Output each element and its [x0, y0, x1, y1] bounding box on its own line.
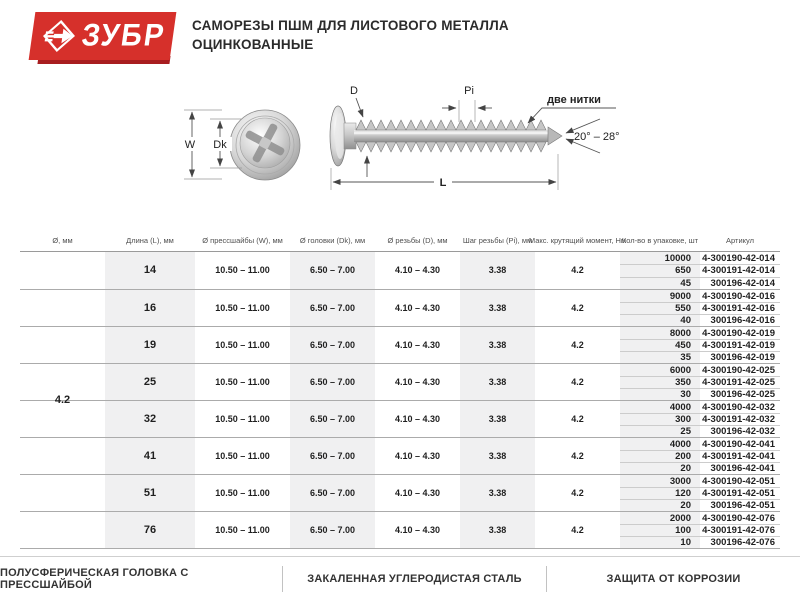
logo-banner: [29, 12, 177, 60]
sku-cell: 4-300190-42-051: [702, 475, 775, 487]
table-row-group: [20, 289, 780, 326]
head-diameter-cell: 6.50 – 7.00: [290, 290, 375, 326]
pack-qty-cell: 650: [620, 264, 700, 276]
column-header: Ø резьбы (D), мм: [387, 236, 448, 245]
sku-cell: 4-300191-42-014: [700, 264, 780, 276]
thread-pitch-cell: 3.38: [460, 252, 535, 289]
head-diameter-cell: 6.50 – 7.00: [290, 438, 375, 474]
thread-diameter-cell: 4.10 – 4.30: [394, 451, 441, 461]
feature-head-type: ПОЛУСФЕРИЧЕСКАЯ ГОЛОВКА С ПРЕССШАЙБОЙ: [0, 567, 189, 591]
sku-cell: 4-300190-42-076: [702, 512, 775, 524]
pack-qty-cell: 120: [620, 487, 700, 499]
table-row-group: [20, 326, 780, 363]
pack-qty-cell: 6000: [620, 364, 700, 376]
column-header: Кол-во в упаковке, шт: [621, 236, 699, 245]
thread-pitch-cell: 3.38: [460, 364, 535, 400]
dim-label-dk: Dk: [213, 139, 227, 151]
sku-cell: 4-300190-42-041: [702, 438, 775, 450]
head-diameter-cell: 6.50 – 7.00: [290, 364, 375, 400]
dim-label-pi: Pi: [464, 85, 474, 97]
table-header-row: [20, 230, 780, 252]
sku-cell: 4-300191-42-016: [700, 302, 780, 314]
pack-qty-cell: 2000: [620, 512, 700, 524]
title-line-1: САМОРЕЗЫ ПШМ ДЛЯ ЛИСТОВОГО МЕТАЛЛА: [192, 18, 509, 33]
two-threads-label: две нитки: [547, 94, 601, 106]
sku-cell: 4-300191-42-019: [700, 339, 780, 351]
page-title: [192, 16, 509, 54]
sku-cell: 300196-42-032: [700, 425, 780, 437]
sku-cell: 300196-42-019: [700, 351, 780, 363]
pack-qty-cell: 300: [620, 413, 700, 425]
thread-diameter-cell: 4.10 – 4.30: [394, 525, 441, 535]
sku-cell: 4-300191-42-025: [700, 376, 780, 388]
washer-diameter-cell: 10.50 – 11.00: [215, 414, 270, 424]
sku-cell: 4-300190-42-025: [702, 364, 775, 376]
sku-cell: 300196-42-051: [700, 499, 780, 511]
pack-qty-cell: 9000: [620, 290, 700, 302]
column-header: Ø, мм: [52, 236, 73, 245]
pack-qty-cell: 100: [620, 524, 700, 536]
sku-cell: 300196-42-076: [700, 536, 780, 548]
sku-cell: 4-300191-42-041: [700, 450, 780, 462]
thread-diameter-cell: 4.10 – 4.30: [394, 414, 441, 424]
thread-pitch-cell: 3.38: [460, 438, 535, 474]
length-cell: 76: [105, 512, 195, 548]
dim-label-l: L: [439, 177, 447, 189]
table-body: [20, 252, 780, 549]
feature-corrosion: ЗАЩИТА ОТ КОРРОЗИИ: [606, 573, 741, 585]
screw-head-view: [182, 110, 300, 180]
sku-cell: 4-300190-42-019: [702, 327, 775, 339]
washer-diameter-cell: 10.50 – 11.00: [215, 451, 270, 461]
pack-qty-cell: 20: [620, 462, 700, 474]
pack-qty-cell: 4000: [620, 438, 700, 450]
thread-diameter-cell: 4.10 – 4.30: [394, 303, 441, 313]
table-row-group: [20, 474, 780, 511]
washer-diameter-cell: 10.50 – 11.00: [215, 488, 270, 498]
zubr-arrow-icon: [40, 19, 79, 53]
pack-qty-cell: 350: [620, 376, 700, 388]
column-header: Макс. крутящий момент, Нм: [528, 236, 627, 245]
table-row-group: [20, 437, 780, 474]
length-cell: 16: [105, 290, 195, 326]
sku-cell: 4-300190-42-016: [702, 290, 775, 302]
sku-cell: 4-300190-42-032: [702, 401, 775, 413]
thread-diameter-cell: 4.10 – 4.30: [394, 488, 441, 498]
table-row-group: [20, 511, 780, 548]
washer-diameter-cell: 10.50 – 11.00: [215, 525, 270, 535]
pack-qty-cell: 25: [620, 425, 700, 437]
sku-cell: 300196-42-014: [700, 277, 780, 289]
pack-qty-cell: 4000: [620, 401, 700, 413]
head-diameter-cell: 6.50 – 7.00: [290, 327, 375, 363]
length-cell: 32: [105, 401, 195, 437]
pack-qty-cell: 8000: [620, 327, 700, 339]
washer-diameter-cell: 10.50 – 11.00: [215, 303, 270, 313]
length-cell: 25: [105, 364, 195, 400]
length-cell: 14: [105, 252, 195, 289]
thread-diameter-cell: 4.10 – 4.30: [394, 265, 441, 276]
column-header: Ø прессшайбы (W), мм: [202, 236, 283, 245]
torque-cell: 4.2: [571, 414, 584, 424]
torque-cell: 4.2: [571, 303, 584, 313]
column-header: Ø головки (Dk), мм: [299, 236, 366, 245]
thread-pitch-cell: 3.38: [460, 475, 535, 511]
pack-qty-cell: 40: [620, 314, 700, 326]
tip-angle-label: 20° – 28°: [574, 131, 620, 143]
column-header: Шаг резьбы (Pi), мм: [462, 236, 533, 245]
zubr-logo: [30, 12, 175, 62]
sku-cell: 300196-42-025: [700, 388, 780, 400]
pack-qty-cell: 3000: [620, 475, 700, 487]
torque-cell: 4.2: [571, 377, 584, 387]
washer-diameter-cell: 10.50 – 11.00: [215, 340, 270, 350]
thread-diameter-cell: 4.10 – 4.30: [394, 377, 441, 387]
column-header: Артикул: [726, 236, 754, 245]
torque-cell: 4.2: [571, 451, 584, 461]
pack-qty-cell: 20: [620, 499, 700, 511]
torque-cell: 4.2: [571, 265, 584, 276]
length-cell: 41: [105, 438, 195, 474]
length-cell: 19: [105, 327, 195, 363]
column-header: Длина (L), мм: [126, 236, 174, 245]
head-diameter-cell: 6.50 – 7.00: [290, 252, 375, 289]
sku-cell: 300196-42-041: [700, 462, 780, 474]
diameter-cell: 4.2: [54, 394, 71, 406]
head-diameter-cell: 6.50 – 7.00: [290, 401, 375, 437]
pack-qty-cell: 10000: [620, 252, 700, 264]
pack-qty-cell: 550: [620, 302, 700, 314]
torque-cell: 4.2: [571, 488, 584, 498]
length-cell: 51: [105, 475, 195, 511]
sku-cell: 4-300191-42-076: [700, 524, 780, 536]
screw-side-view: [330, 85, 620, 190]
thread-pitch-cell: 3.38: [460, 290, 535, 326]
dim-label-d: D: [350, 85, 358, 97]
sku-cell: 300196-42-016: [700, 314, 780, 326]
sku-cell: 4-300191-42-051: [700, 487, 780, 499]
dim-label-w: W: [184, 139, 196, 151]
spec-table: [20, 230, 780, 549]
head-diameter-cell: 6.50 – 7.00: [290, 475, 375, 511]
feature-steel: ЗАКАЛЕННАЯ УГЛЕРОДИСТАЯ СТАЛЬ: [307, 573, 522, 585]
table-row-group: [20, 400, 780, 437]
pack-qty-cell: 35: [620, 351, 700, 363]
washer-diameter-cell: 10.50 – 11.00: [215, 377, 270, 387]
screw-technical-drawing: [170, 78, 650, 210]
pack-qty-cell: 10: [620, 536, 700, 548]
logo-text: ЗУБР: [79, 18, 168, 53]
title-line-2: ОЦИНКОВАННЫЕ: [192, 37, 314, 52]
washer-diameter-cell: 10.50 – 11.00: [215, 265, 270, 276]
pack-qty-cell: 45: [620, 277, 700, 289]
head-diameter-cell: 6.50 – 7.00: [290, 512, 375, 548]
thread-pitch-cell: 3.38: [460, 401, 535, 437]
pack-qty-cell: 30: [620, 388, 700, 400]
torque-cell: 4.2: [571, 340, 584, 350]
thread-pitch-cell: 3.38: [460, 327, 535, 363]
sku-cell: 4-300191-42-032: [700, 413, 780, 425]
thread-diameter-cell: 4.10 – 4.30: [394, 340, 441, 350]
sku-cell: 4-300190-42-014: [702, 252, 775, 264]
thread-pitch-cell: 3.38: [460, 512, 535, 548]
pack-qty-cell: 450: [620, 339, 700, 351]
torque-cell: 4.2: [571, 525, 584, 535]
feature-footer: [0, 556, 800, 601]
pack-qty-cell: 200: [620, 450, 700, 462]
table-row-group: [20, 363, 780, 400]
table-row-group: [20, 252, 780, 289]
